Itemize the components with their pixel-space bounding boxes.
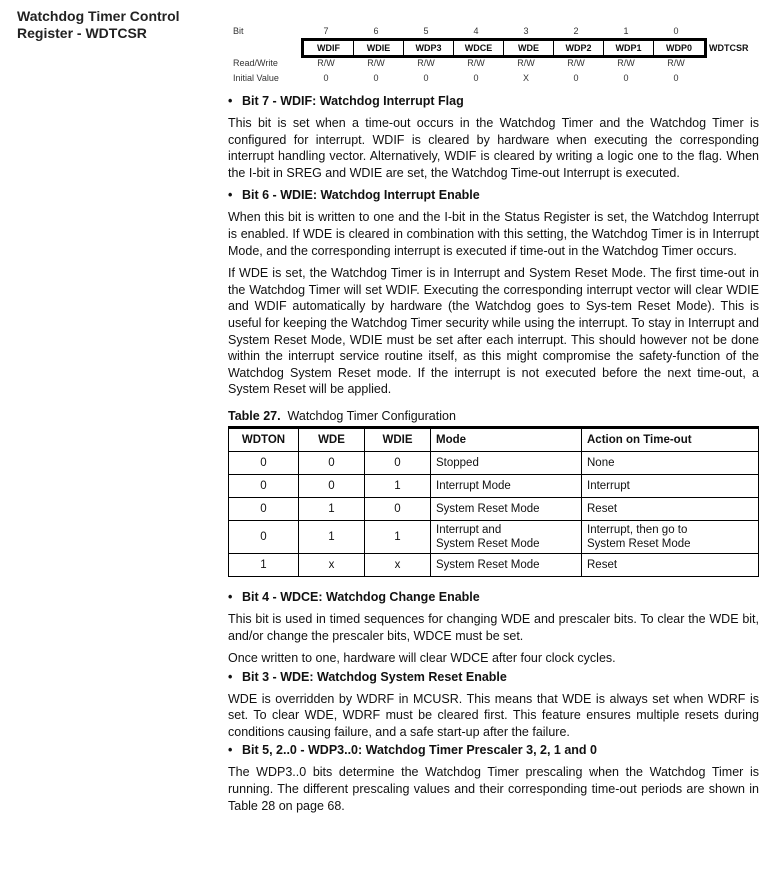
bit-number: 7	[323, 26, 329, 36]
heading-text: Bit 4 - WDCE: Watchdog Change Enable	[242, 589, 480, 604]
table-cell: System Reset Mode	[431, 497, 582, 520]
initial-value-row-label: Initial Value	[233, 73, 279, 83]
bit-number: 1	[623, 26, 629, 36]
table-cell: Interrupt, then go to System Reset Mode	[582, 520, 759, 553]
watchdog-config-table	[228, 426, 759, 577]
section-heading-wde	[228, 669, 759, 685]
bullet-icon: •	[228, 94, 233, 108]
table-cell: 1	[299, 520, 365, 553]
table-cell: 0	[229, 497, 299, 520]
table-caption	[228, 408, 759, 424]
table-cell: 1	[299, 497, 365, 520]
section-heading-wdif	[228, 93, 759, 109]
bit-number: 6	[373, 26, 379, 36]
heading-text: Bit 6 - WDIE: Watchdog Interrupt Enable	[242, 188, 480, 203]
table-cell: 0	[229, 520, 299, 553]
bit-name: WDIE	[354, 41, 404, 55]
bit-access: R/W	[467, 58, 485, 68]
bit-name: WDE	[504, 41, 554, 55]
paragraph: This bit is used in timed sequences for changing WDE and prescaler bits. To clear the WDE bit, and/or change the prescaler bits, WDCE must be set.	[228, 611, 759, 643]
bit-access: R/W	[617, 58, 635, 68]
table-cell: Reset	[582, 497, 759, 520]
table-cell: 0	[229, 474, 299, 497]
section-title: Watchdog Timer Control Register - WDTCSR	[17, 8, 180, 41]
paragraph: If WDE is set, the Watchdog Timer is in Interrupt and System Reset Mode. The first time-out in the Watchdog Timer will set WDIF. Executing the corresponding interrupt vector will clear WDIE and WDIF automatically by hardware (the Watchdog goes to Sys-tem Reset Mode). This is useful for keeping the Watchdog Timer security while using the interrupt. To stay in Interrupt and System Reset Mode, WDIE must be set after each interrupt. This should however not be done within the interrupt service routine itself, as this might compromise the safety-function of the Watchdog System Reset mode. If the interrupt is not executed before the next time-out, a System Reset will be applied.	[228, 266, 759, 397]
table-cell: 0	[299, 474, 365, 497]
bit-name: WDP0	[665, 43, 692, 53]
bit-initial-value: 0	[373, 73, 379, 83]
paragraph: This bit is set when a time-out occurs in the Watchdog Timer and the Watchdog Timer is configured for interrupt. WDIF is cleared by hardware when executing the corresponding interrupt handling vector. Alternatively, WDIF is cleared by writing a logic one to the flag. When the I-bit in SREG and WDIE are set, the Watchdog Time-out Interrupt is executed.	[228, 116, 759, 180]
table-cell: 1	[365, 474, 431, 497]
bit-number: 3	[523, 26, 529, 36]
paragraph: WDE is overridden by WDRF in MCUSR. This means that WDE is always set when WDRF is set. To clear WDE, WDRF must be cleared first. This feature ensures multiple resets during conditions causing failure, and a safe start-up after the failure.	[228, 691, 759, 739]
section-heading-wdce	[228, 589, 759, 605]
table-row	[229, 474, 759, 497]
document-body	[228, 93, 759, 820]
register-name: WDTCSR	[709, 43, 749, 53]
table-number: Table 27.	[228, 408, 281, 423]
table-cell: 0	[229, 451, 299, 474]
table-cell: 0	[299, 451, 365, 474]
bit-access: R/W	[417, 58, 435, 68]
table-cell: Interrupt	[582, 474, 759, 497]
column-header: WDE	[299, 427, 365, 451]
bit-access: R/W	[667, 58, 685, 68]
bit-initial-value: 0	[323, 73, 329, 83]
table-header-row	[229, 427, 759, 451]
heading-text: Bit 3 - WDE: Watchdog System Reset Enable	[242, 669, 507, 684]
bit-number: 0	[673, 26, 679, 36]
table-cell: Interrupt Mode	[431, 474, 582, 497]
paragraph: When this bit is written to one and the I-bit in the Status Register is set, the Watchdog Interrupt is enabled. If WDE is cleared in combination with this setting, the Watchdog Timer is in Interrupt Mode, and the corresponding interrupt is executed if time-out in the Watchdog Timer occurs.	[228, 210, 759, 258]
table-cell: 1	[365, 520, 431, 553]
bit-initial-value: 0	[573, 73, 579, 83]
table-cell: None	[582, 451, 759, 474]
bit-access: R/W	[317, 58, 335, 68]
bit-initial-value: X	[522, 73, 529, 83]
section-heading-wdie	[228, 187, 759, 203]
heading-text: Bit 5, 2..0 - WDP3..0: Watchdog Timer Prescaler 3, 2, 1 and 0	[242, 743, 597, 758]
column-header: WDTON	[229, 427, 299, 451]
bit-number: 2	[573, 26, 579, 36]
table-cell: x	[365, 553, 431, 576]
table-title: Watchdog Timer Configuration	[287, 408, 456, 423]
table-row	[229, 520, 759, 553]
bit-name: WDP1	[604, 41, 654, 55]
table-cell: Stopped	[431, 451, 582, 474]
bit-access: R/W	[517, 58, 535, 68]
bullet-icon: •	[228, 669, 233, 684]
read-write-row-label: Read/Write	[233, 58, 278, 68]
bullet-icon: •	[228, 589, 233, 604]
table-row	[229, 451, 759, 474]
bullet-icon: •	[228, 743, 233, 758]
bit-name: WDIF	[304, 41, 354, 55]
register-bit-box	[301, 38, 707, 58]
bit-row-label: Bit	[233, 26, 244, 36]
paragraph: Once written to one, hardware will clear WDCE after four clock cycles.	[228, 651, 616, 666]
bit-initial-value: 0	[423, 73, 429, 83]
bit-number: 5	[423, 26, 429, 36]
bit-initial-value: 0	[673, 73, 679, 83]
bit-number: 4	[473, 26, 479, 36]
bullet-icon: •	[228, 188, 233, 203]
table-cell: 1	[229, 553, 299, 576]
table-cell: 0	[365, 451, 431, 474]
table-cell: 0	[365, 497, 431, 520]
paragraph: The WDP3..0 bits determine the Watchdog Timer prescaling when the Watchdog Timer is running. The different prescaling values and their corresponding time-out periods are shown in Table 28 on page 68.	[228, 765, 759, 813]
column-header: WDIE	[365, 427, 431, 451]
bit-initial-value: 0	[623, 73, 629, 83]
column-header: Mode	[431, 427, 582, 451]
table-cell: Reset	[582, 553, 759, 576]
bit-name: WDP2	[554, 41, 604, 55]
bit-access: R/W	[567, 58, 585, 68]
table-cell: x	[299, 553, 365, 576]
section-heading-wdp	[228, 742, 759, 758]
bit-access: R/W	[367, 58, 385, 68]
heading-text: Bit 7 - WDIF: Watchdog Interrupt Flag	[242, 94, 464, 108]
table-cell: System Reset Mode	[431, 553, 582, 576]
table-cell: Interrupt and System Reset Mode	[431, 520, 582, 553]
table-row	[229, 553, 759, 576]
bit-name: WDP3	[404, 41, 454, 55]
bit-name: WDCE	[454, 41, 504, 55]
column-header: Action on Time-out	[582, 427, 759, 451]
bit-initial-value: 0	[473, 73, 479, 83]
table-row	[229, 497, 759, 520]
